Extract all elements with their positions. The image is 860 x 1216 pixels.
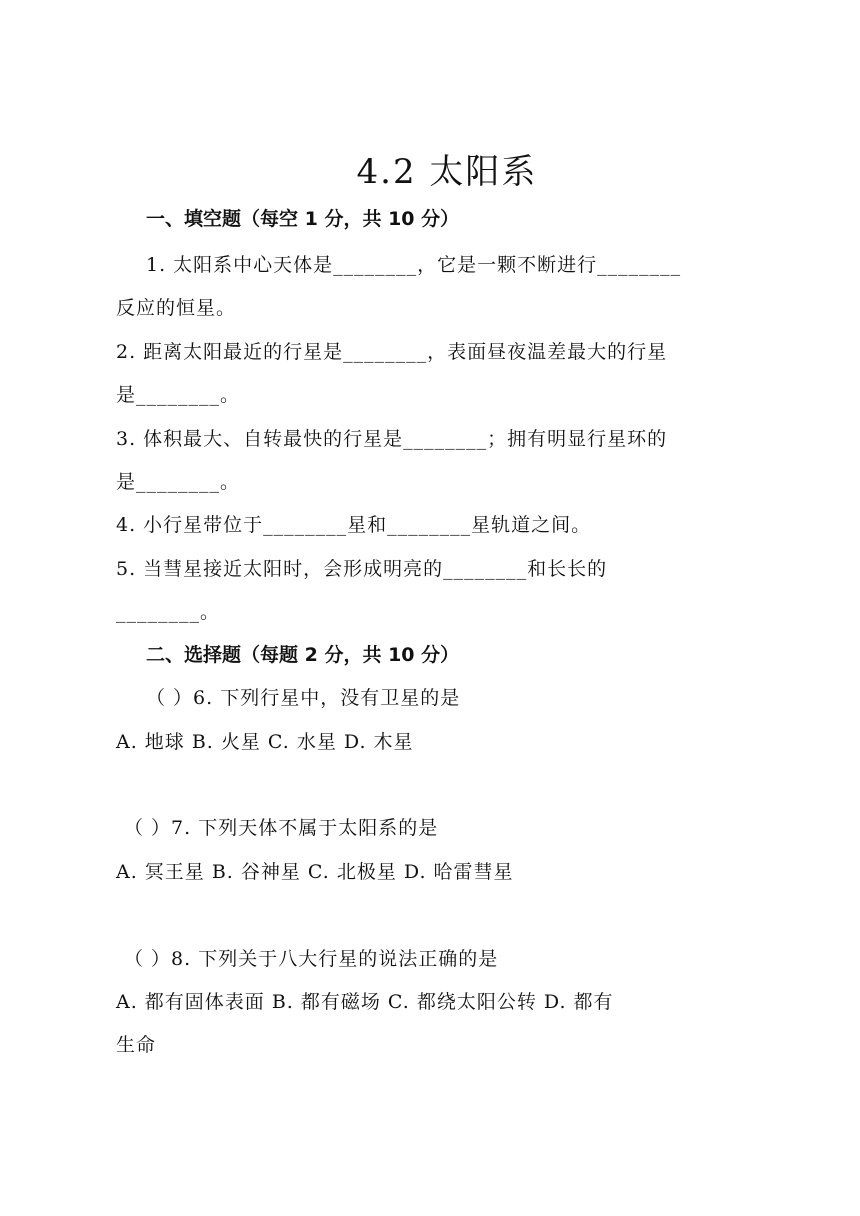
question-7-options: A. 冥王星 B. 谷神星 C. 北极星 D. 哈雷彗星 xyxy=(116,861,514,883)
question-4-line-1: 4. 小行星带位于________星和________星轨道之间。 xyxy=(116,514,592,536)
question-7-stem: （ ）7. 下列天体不属于太阳系的是 xyxy=(124,817,439,839)
question-3-line-1: 3. 体积最大、自转最快的行星是________；拥有明显行星环的 xyxy=(116,428,668,450)
question-6-stem: （ ）6. 下列行星中，没有卫星的是 xyxy=(146,687,461,709)
question-8-options-line-1: A. 都有固体表面 B. 都有磁场 C. 都绕太阳公转 D. 都有 xyxy=(116,991,614,1013)
section-heading-fill-blank: 一、填空题（每空 1 分，共 10 分） xyxy=(146,208,460,230)
question-8-stem: （ ）8. 下列关于八大行星的说法正确的是 xyxy=(124,948,499,970)
question-2-line-2: 是________。 xyxy=(116,384,241,406)
question-2-line-1: 2. 距离太阳最近的行星是________，表面昼夜温差最大的行星 xyxy=(116,341,668,363)
question-1-line-2: 反应的恒星。 xyxy=(116,297,237,319)
question-5-line-2: ________。 xyxy=(116,601,221,623)
question-8-options-line-2: 生命 xyxy=(116,1034,157,1056)
page-title: 4.2 太阳系 xyxy=(356,152,538,192)
question-6-options: A. 地球 B. 火星 C. 水星 D. 木星 xyxy=(116,731,414,753)
question-1-line-1: 1. 太阳系中心天体是________，它是一颗不断进行________ xyxy=(146,254,682,276)
question-5-line-1: 5. 当彗星接近太阳时，会形成明亮的________和长长的 xyxy=(116,558,608,580)
question-3-line-2: 是________。 xyxy=(116,471,241,493)
section-heading-multiple-choice: 二、选择题（每题 2 分，共 10 分） xyxy=(146,644,460,666)
